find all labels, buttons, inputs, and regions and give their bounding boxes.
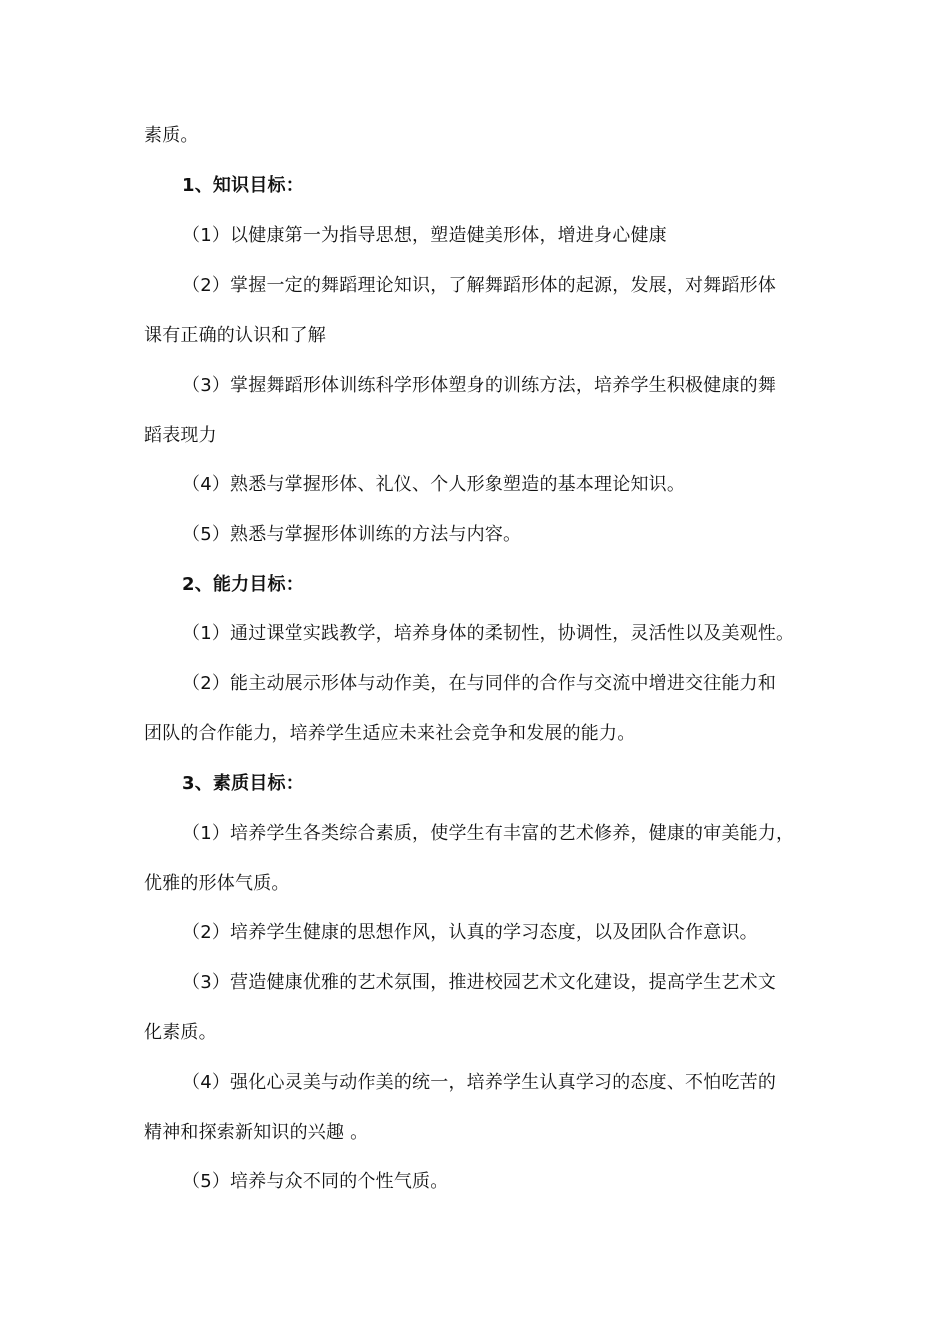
- ability-item-1: （1）通过课堂实践教学，培养身体的柔韧性，协调性，灵活性以及美观性。: [182, 623, 795, 644]
- knowledge-item-2: （2）掌握一定的舞蹈理论知识，了解舞蹈形体的起源，发展，对舞蹈形体: [182, 275, 777, 296]
- quality-item-1: （1）培养学生各类综合素质，使学生有丰富的艺术修养，健康的审美能力，: [182, 823, 795, 844]
- continuation-line: 素质。: [144, 125, 199, 146]
- ability-item-2: （2）能主动展示形体与动作美，在与同伴的合作与交流中增进交往能力和: [182, 673, 777, 694]
- knowledge-item-3: （3）掌握舞蹈形体训练科学形体塑身的训练方法，培养学生积极健康的舞: [182, 375, 777, 396]
- quality-item-1-continuation: 优雅的形体气质。: [144, 873, 290, 894]
- section-heading-quality: 3、素质目标：: [182, 773, 304, 794]
- quality-item-5: （5）培养与众不同的个性气质。: [182, 1171, 449, 1192]
- ability-item-2-continuation: 团队的合作能力，培养学生适应未来社会竞争和发展的能力。: [144, 723, 636, 744]
- knowledge-item-1: （1）以健康第一为指导思想，塑造健美形体，增进身心健康: [182, 225, 667, 246]
- quality-item-4-continuation: 精神和探索新知识的兴趣 。: [144, 1122, 369, 1143]
- knowledge-item-2-continuation: 课有正确的认识和了解: [144, 325, 326, 346]
- quality-item-4: （4）强化心灵美与动作美的统一，培养学生认真学习的态度、不怕吃苦的: [182, 1072, 777, 1093]
- quality-item-3: （3）营造健康优雅的艺术氛围，推进校园艺术文化建设，提高学生艺术文: [182, 972, 777, 993]
- quality-item-3-continuation: 化素质。: [144, 1022, 217, 1043]
- knowledge-item-4: （4）熟悉与掌握形体、礼仪、个人形象塑造的基本理论知识。: [182, 474, 686, 495]
- knowledge-item-5: （5）熟悉与掌握形体训练的方法与内容。: [182, 524, 522, 545]
- section-heading-ability: 2、能力目标：: [182, 574, 304, 595]
- quality-item-2: （2）培养学生健康的思想作风，认真的学习态度，以及团队合作意识。: [182, 922, 758, 943]
- section-heading-knowledge: 1、知识目标：: [182, 175, 304, 196]
- knowledge-item-3-continuation: 蹈表现力: [144, 425, 217, 446]
